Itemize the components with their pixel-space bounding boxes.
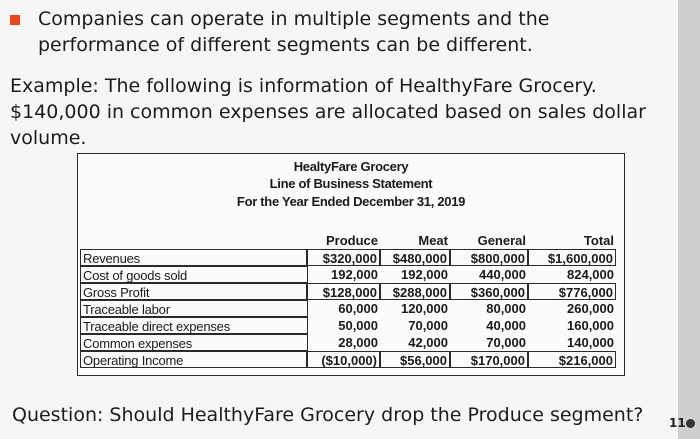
bullet-text	[38, 6, 658, 58]
statement-title: HealtyFare Grocery	[293, 159, 409, 174]
example-line-3: volume.	[10, 127, 87, 149]
column-header-row	[78, 232, 624, 249]
table-row	[78, 317, 624, 334]
table-cell: 260,000	[567, 301, 614, 316]
table-row	[78, 283, 624, 300]
table-cell: $216,000	[528, 351, 616, 368]
table-cell: $288,000	[380, 283, 450, 300]
row-label: Operating Income	[80, 351, 308, 368]
page-number: 11	[669, 416, 686, 430]
table-cell: 70,000	[408, 318, 448, 333]
row-label: Cost of goods sold	[80, 266, 308, 283]
table-cell: 40,000	[486, 318, 526, 333]
table-cell: 192,000	[331, 267, 378, 282]
table-row	[78, 334, 624, 351]
table-cell: 120,000	[401, 301, 448, 316]
bullet-line-1: Companies can operate in multiple segments and the	[38, 8, 550, 30]
statement-subtitle: Line of Business Statement	[269, 176, 433, 191]
table-cell: $480,000	[380, 249, 450, 266]
table-row	[78, 300, 624, 317]
column-header: Produce	[325, 233, 378, 248]
table-row	[78, 351, 624, 368]
column-header: General	[477, 233, 526, 248]
income-statement-table	[77, 153, 625, 376]
table-cell: 50,000	[338, 318, 378, 333]
table-cell: $1,600,000	[528, 249, 616, 266]
table-cell: $128,000	[306, 283, 380, 300]
question-text: Question: Should HealthyFare Grocery drop the Produce segment?	[12, 404, 644, 426]
row-label: Revenues	[80, 249, 308, 266]
bullet-line-2: performance of different segments can be different.	[38, 34, 533, 56]
page-indicator-icon	[686, 419, 695, 428]
table-cell: $170,000	[450, 351, 528, 368]
screen-edge	[678, 0, 700, 439]
row-label: Traceable direct expenses	[80, 317, 308, 334]
statement-period: For the Year Ended December 31, 2019	[236, 194, 466, 209]
table-row	[78, 266, 624, 283]
column-header: Meat	[418, 233, 448, 248]
table-cell: ($10,000)	[306, 351, 380, 368]
example-line-1: Example: The following is information of HealthyFare Grocery.	[10, 75, 597, 97]
table-cell: 70,000	[486, 335, 526, 350]
table-cell: 42,000	[408, 335, 448, 350]
column-header: Total	[583, 233, 614, 248]
table-cell: $320,000	[306, 249, 380, 266]
table-cell: $800,000	[450, 249, 528, 266]
row-label: Traceable labor	[80, 300, 308, 317]
table-cell: $56,000	[380, 351, 450, 368]
table-cell: 140,000	[567, 335, 614, 350]
table-cell: 28,000	[338, 335, 378, 350]
table-cell: $360,000	[450, 283, 528, 300]
table-cell: 440,000	[479, 267, 526, 282]
table-cell: $776,000	[528, 283, 616, 300]
table-cell: 80,000	[486, 301, 526, 316]
example-line-2: $140,000 in common expenses are allocated based on sales dollar	[10, 101, 646, 123]
row-label: Gross Profit	[80, 283, 308, 300]
bullet-square-icon	[10, 15, 20, 25]
example-paragraph	[10, 73, 670, 151]
row-label: Common expenses	[80, 334, 308, 351]
table-cell: 192,000	[401, 267, 448, 282]
table-cell: 160,000	[567, 318, 614, 333]
table-row	[78, 249, 624, 266]
table-cell: 824,000	[567, 267, 614, 282]
table-cell: 60,000	[338, 301, 378, 316]
